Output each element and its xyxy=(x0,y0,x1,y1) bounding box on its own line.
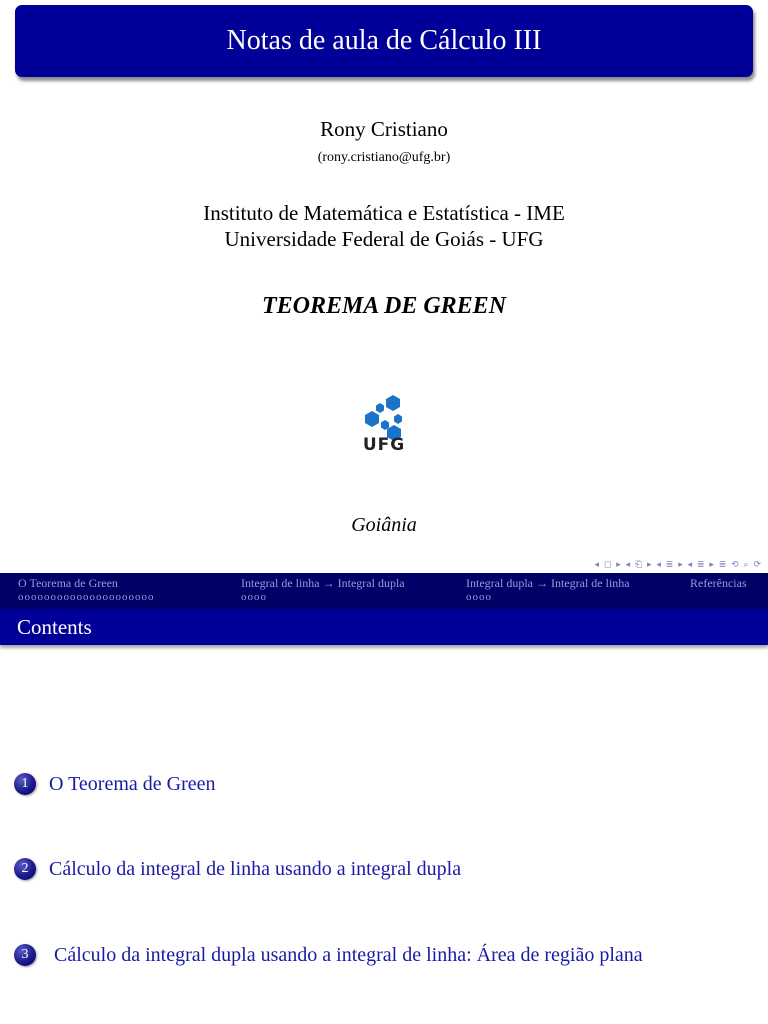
author-email: (rony.cristiano@ufg.br) xyxy=(317,150,451,165)
institution-line-1: Instituto de Matemática e Estatística - IME xyxy=(203,201,565,225)
toc-item-3[interactable] xyxy=(14,942,643,968)
toc-item-text[interactable]: Cálculo da integral de linha usando a integral dupla xyxy=(49,857,462,880)
nav-section-linha-dupla[interactable] xyxy=(241,576,405,603)
nav-section-label[interactable]: O Teorema de Green xyxy=(18,576,118,590)
author-name: Rony Cristiano xyxy=(320,117,448,141)
toc-number-badge: 3 xyxy=(14,944,36,966)
nav-frame-dots[interactable]: oooo xyxy=(466,591,492,603)
toc-item-2[interactable] xyxy=(14,856,461,882)
frame-title xyxy=(0,609,768,645)
institution-line-2: Universidade Federal de Goiás - UFG xyxy=(224,227,544,251)
topic-title: TEOREMA DE GREEN xyxy=(261,293,507,319)
ufg-logo-text: UFG xyxy=(362,435,406,455)
contents-slide xyxy=(0,573,768,1024)
toc-item-1[interactable] xyxy=(14,771,215,797)
nav-section-label[interactable]: Integral de linha → Integral dupla xyxy=(241,576,405,590)
nav-section-label[interactable]: Integral dupla → Integral de linha xyxy=(466,576,630,590)
frame-title-text: Contents xyxy=(17,615,92,639)
toc-item-text[interactable]: Cálculo da integral dupla usando a integral de linha: Área de região plana xyxy=(54,943,643,966)
nav-section-label[interactable]: Referências xyxy=(690,576,747,590)
toc-item-text[interactable]: O Teorema de Green xyxy=(49,772,216,795)
section-navigation-bar xyxy=(0,573,768,609)
toc-number-badge: 1 xyxy=(14,773,36,795)
nav-section-teorema[interactable] xyxy=(18,576,155,603)
nav-frame-dots[interactable]: oooo xyxy=(241,591,267,603)
beamer-navigation-symbols[interactable]: ◂ ◻ ▸ ◂ ⎗ ▸ ◂ ≣ ▸ ◂ ≣ ▸ ≣ ⟲ ⌕ ⟳ xyxy=(594,560,762,570)
city: Goiânia xyxy=(351,514,417,536)
nav-frame-dots[interactable]: ooooooooooooooooooooo xyxy=(18,591,155,603)
slide-title: Notas de aula de Cálculo III xyxy=(15,5,753,77)
toc-number-badge: 2 xyxy=(14,858,36,880)
nav-section-referencias[interactable] xyxy=(690,576,747,591)
nav-section-dupla-linha[interactable] xyxy=(466,576,630,603)
